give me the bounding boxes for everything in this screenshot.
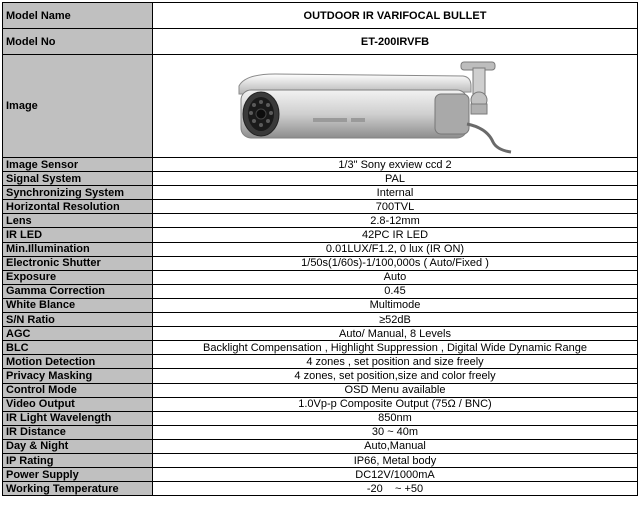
spec-label: IP Rating <box>3 453 153 467</box>
spec-label: Working Temperature <box>3 482 153 496</box>
spec-label: Power Supply <box>3 468 153 482</box>
spec-value: 700TVL <box>153 200 638 214</box>
spec-value: PAL <box>153 172 638 186</box>
spec-value: 1.0Vp-p Composite Output (75Ω / BNC) <box>153 397 638 411</box>
spec-row <box>3 298 638 312</box>
spec-value: 30 ~ 40m <box>153 425 638 439</box>
spec-row <box>3 383 638 397</box>
model-no-value: ET-200IRVFB <box>153 29 638 55</box>
spec-label: Gamma Correction <box>3 284 153 298</box>
image-row <box>3 55 638 158</box>
spec-value: 42PC IR LED <box>153 228 638 242</box>
spec-row <box>3 228 638 242</box>
spec-label: Privacy Masking <box>3 369 153 383</box>
spec-label: Image Sensor <box>3 158 153 172</box>
spec-row <box>3 341 638 355</box>
spec-row <box>3 270 638 284</box>
product-image <box>235 58 555 154</box>
bullet-camera-icon <box>235 58 555 154</box>
spec-value: OSD Menu available <box>153 383 638 397</box>
spec-label: White Blance <box>3 298 153 312</box>
spec-row <box>3 242 638 256</box>
spec-value: 4 zones , set position and size freely <box>153 355 638 369</box>
model-name-value: OUTDOOR IR VARIFOCAL BULLET <box>153 3 638 29</box>
spec-label: Exposure <box>3 270 153 284</box>
spec-label: Min.Illumination <box>3 242 153 256</box>
spec-label: Lens <box>3 214 153 228</box>
spec-value: -20 ~ +50 <box>153 482 638 496</box>
spec-label: Signal System <box>3 172 153 186</box>
spec-value: 1/50s(1/60s)-1/100,000s ( Auto/Fixed ) <box>153 256 638 270</box>
image-cell <box>153 55 638 158</box>
model-no-label: Model No <box>3 29 153 55</box>
spec-label: Motion Detection <box>3 355 153 369</box>
spec-value: Auto,Manual <box>153 439 638 453</box>
model-name-row <box>3 3 638 29</box>
spec-value: Auto <box>153 270 638 284</box>
spec-row <box>3 200 638 214</box>
spec-label: Horizontal Resolution <box>3 200 153 214</box>
spec-row <box>3 327 638 341</box>
spec-label: BLC <box>3 341 153 355</box>
spec-row <box>3 425 638 439</box>
spec-value: Internal <box>153 186 638 200</box>
spec-row <box>3 397 638 411</box>
spec-row <box>3 355 638 369</box>
spec-label: IR Light Wavelength <box>3 411 153 425</box>
spec-label: S/N Ratio <box>3 313 153 327</box>
spec-row <box>3 186 638 200</box>
spec-table <box>2 2 638 496</box>
spec-value: Multimode <box>153 298 638 312</box>
spec-value: ≥52dB <box>153 313 638 327</box>
spec-value: Auto/ Manual, 8 Levels <box>153 327 638 341</box>
spec-row <box>3 439 638 453</box>
model-name-label: Model Name <box>3 3 153 29</box>
spec-label: IR Distance <box>3 425 153 439</box>
spec-row <box>3 313 638 327</box>
image-label: Image <box>3 55 153 158</box>
model-no-row <box>3 29 638 55</box>
spec-value: 0.45 <box>153 284 638 298</box>
spec-value: 850nm <box>153 411 638 425</box>
spec-value: 0.01LUX/F1.2, 0 lux (IR ON) <box>153 242 638 256</box>
spec-label: AGC <box>3 327 153 341</box>
spec-label: Electronic Shutter <box>3 256 153 270</box>
spec-label: Control Mode <box>3 383 153 397</box>
spec-row <box>3 468 638 482</box>
spec-label: IR LED <box>3 228 153 242</box>
spec-label: Video Output <box>3 397 153 411</box>
spec-row <box>3 284 638 298</box>
spec-row <box>3 369 638 383</box>
spec-row <box>3 256 638 270</box>
spec-row <box>3 482 638 496</box>
spec-value: 2.8-12mm <box>153 214 638 228</box>
spec-value: Backlight Compensation , Highlight Suppression , Digital Wide Dynamic Range <box>153 341 638 355</box>
spec-row <box>3 158 638 172</box>
spec-row <box>3 172 638 186</box>
spec-label: Day & Night <box>3 439 153 453</box>
spec-row <box>3 214 638 228</box>
spec-value: IP66, Metal body <box>153 453 638 467</box>
spec-row <box>3 411 638 425</box>
spec-label: Synchronizing System <box>3 186 153 200</box>
spec-row <box>3 453 638 467</box>
spec-value: DC12V/1000mA <box>153 468 638 482</box>
spec-value: 4 zones, set position,size and color freely <box>153 369 638 383</box>
spec-value: 1/3" Sony exview ccd 2 <box>153 158 638 172</box>
